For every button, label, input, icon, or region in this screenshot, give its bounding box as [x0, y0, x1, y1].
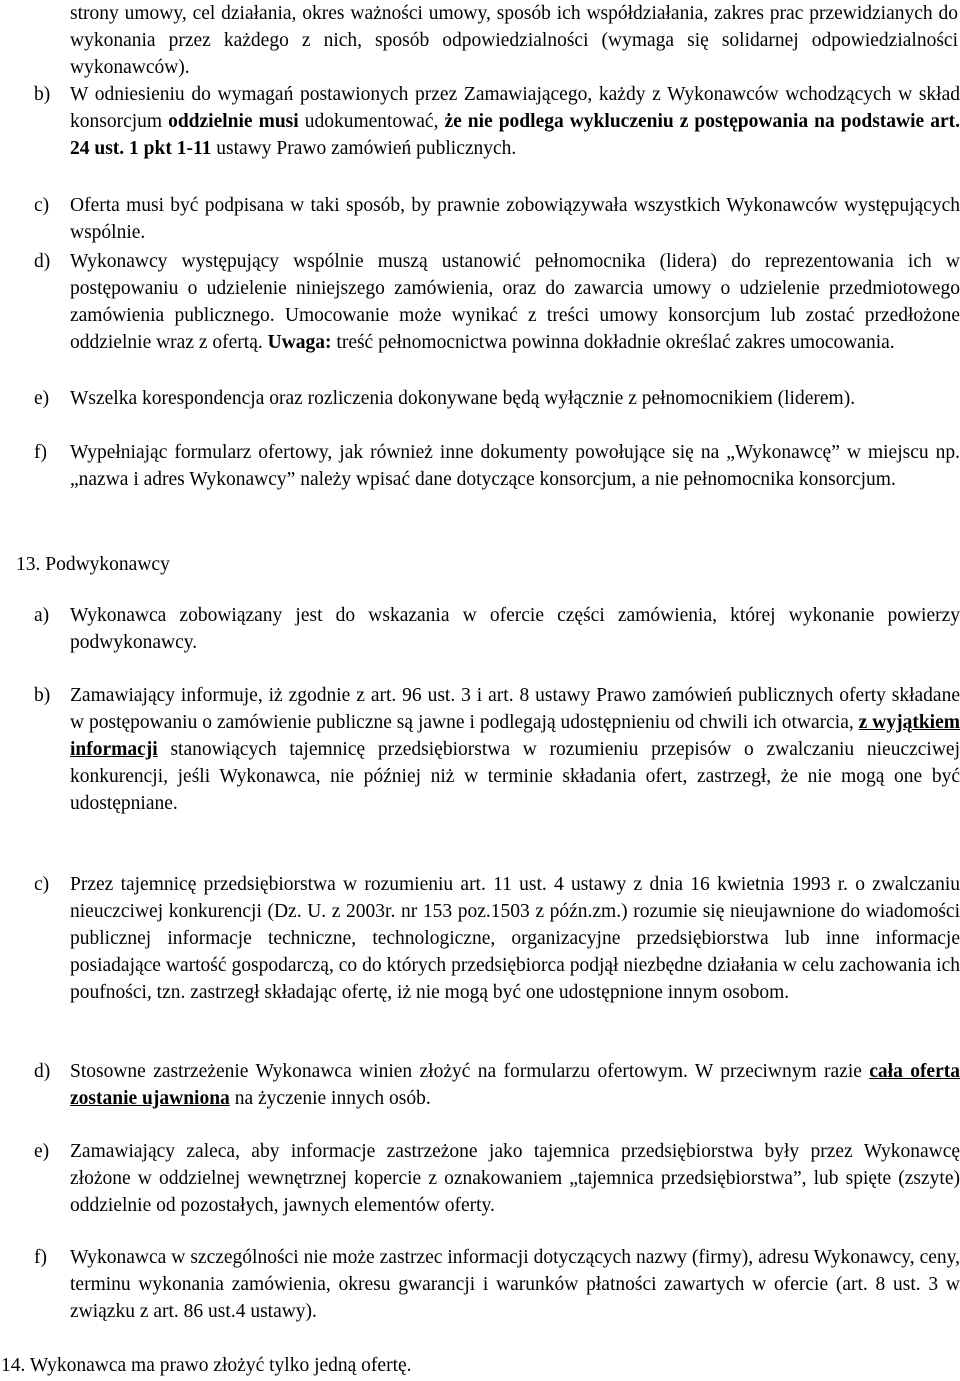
list-item-c: [34, 192, 960, 246]
list-text: Wykonawca w szczególności nie może zastrzec informacji dotyczących nazwy (firmy), adresu Wykonawcy, ceny, terminu wykonania zamówienia, okresu gwarancji i warunków płatności zawartych w ofercie (art. 8 ust. 3 w związku z art. 86 ust.4 ustawy).: [70, 1247, 960, 1322]
list-item-d: [34, 248, 960, 356]
list-item-f: [34, 439, 960, 493]
emphasis-underlined: z wyjątkiem informacji: [70, 712, 960, 760]
list-item-b: [34, 81, 960, 162]
paragraph-continuation: strony umowy, cel działania, okres ważności umowy, sposób ich współdziałania, zakres prac przewidzianych do wykonania przez każdego z nich, sposób odpowiedzialności (wymaga się solidarnej odpowiedzialności wykonawców).: [70, 3, 958, 78]
emphasis-underlined: cała oferta zostanie ujawniona: [70, 1061, 960, 1109]
list-text: Wykonawcy występujący wspólnie muszą ustanowić pełnomocnika (lidera) do reprezentowania ich w postępowaniu o udzielenie niniejszego zamówienia, oraz do zawarcia umowy o udzielenie przedmiotowego zamówienia publicznego. Umocowanie może wynikać z treści umowy konsorcjum lub zostać przedłożone oddzielnie wraz z ofertą. Uwaga: treść pełnomocnictwa powinna dokładnie określać zakres umocowania.: [70, 251, 960, 353]
list-item-13c: [34, 871, 960, 1006]
list-item-13b: [34, 682, 960, 817]
list-label: d): [34, 1061, 51, 1082]
list-text: Zamawiający zaleca, aby informacje zastrzeżone jako tajemnica przedsiębiorstwa były przez Wykonawcę złożone w oddzielnej wewnętrznej kopercie z oznakowaniem „tajemnica przedsiębiorstwa”, lub spięte (zszyte) oddzielnie od pozostałych, jawnych elementów oferty.: [70, 1141, 960, 1216]
list-text: Wszelka korespondencja oraz rozliczenia dokonywane będą wyłącznie z pełnomocnikiem (liderem).: [70, 388, 856, 409]
list-text: W odniesieniu do wymagań postawionych przez Zamawiającego, każdy z Wykonawców wchodzących w skład konsorcjum oddzielnie musi udokumentować, że nie podlega wykluczeniu z postępowania na podstawie art. 24 ust. 1 pkt 1-11 ustawy Prawo zamówień publicznych.: [70, 84, 960, 159]
list-label: c): [34, 195, 50, 216]
list-label: e): [34, 1141, 50, 1162]
list-item-13f: [34, 1244, 960, 1325]
list-text: Oferta musi być podpisana w taki sposób, by prawnie zobowiązywała wszystkich Wykonawców występujących wspólnie.: [70, 195, 960, 243]
list-text: Wypełniając formularz ofertowy, jak również inne dokumenty powołujące się na „Wykonawcę” w miejscu np. „nazwa i adres Wykonawcy” należy wpisać dane dotyczące konsorcjum, a nie pełnomocnika konsorcjum.: [70, 442, 960, 490]
list-item-13d: [34, 1058, 960, 1112]
list-text: Wykonawca zobowiązany jest do wskazania w ofercie części zamówienia, której wykonanie powierzy podwykonawcy.: [70, 605, 960, 653]
list-label: c): [34, 874, 50, 895]
list-item-13e: [34, 1138, 960, 1219]
list-label: d): [34, 251, 51, 272]
list-text: Stosowne zastrzeżenie Wykonawca winien złożyć na formularzu ofertowym. W przeciwnym razie cała oferta zostanie ujawniona na życzenie innych osób.: [70, 1061, 960, 1109]
list-label: e): [34, 388, 50, 409]
list-text: Zamawiający informuje, iż zgodnie z art. 96 ust. 3 i art. 8 ustawy Prawo zamówień publicznych oferty składane w postępowaniu o zamówienie publiczne są jawne i podlegają udostępnieniu od chwili ich otwarcia, z wyjątkiem informacji stanowiących tajemnicę przedsiębiorstwa w rozumieniu przepisów o zwalczaniu nieuczciwej konkurencji, jeśli Wykonawca, nie później niż w terminie składania ofert, zastrzegł, że nie mogą one być udostępniane.: [70, 685, 960, 814]
list-text: Przez tajemnicę przedsiębiorstwa w rozumieniu art. 11 ust. 4 ustawy z dnia 16 kwietnia 1993 r. o zwalczaniu nieuczciwej konkurencji (Dz. U. z 2003r. nr 153 poz.1503 z późn.zm.) rozumie się nieujawnione do wiadomości publicznej informacje techniczne, technologiczne, organizacyjne przedsiębiorstwa lub inne informacje posiadające wartość gospodarczą, co do których przedsiębiorca podjął niezbędne działania w celu zachowania ich poufności, tzn. zastrzegł składając ofertę, iż nie mogą być one udostępnione innym osobom.: [70, 874, 960, 1003]
list-label: b): [34, 685, 51, 706]
list-item-13a: [34, 602, 960, 656]
list-label: a): [34, 605, 50, 626]
list-label: f): [34, 442, 47, 463]
list-label: b): [34, 84, 51, 105]
list-label: f): [34, 1247, 47, 1268]
section-heading-14: 14. Wykonawca ma prawo złożyć tylko jedną ofertę.: [1, 1355, 412, 1376]
list-item-e: [34, 385, 960, 412]
section-heading-13: 13. Podwykonawcy: [16, 554, 170, 575]
